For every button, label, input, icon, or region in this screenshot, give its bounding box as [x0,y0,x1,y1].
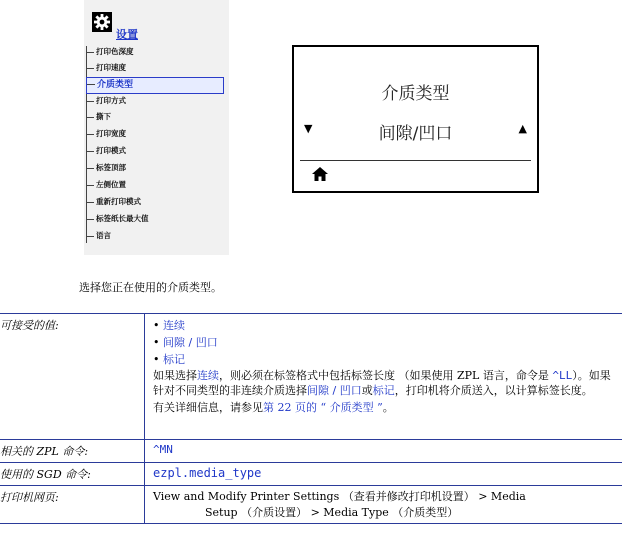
home-icon[interactable] [312,167,328,181]
tree-item[interactable]: 标签纸长最大值 [86,212,149,226]
continuous-link[interactable]: 连续 [197,369,219,382]
printer-display [292,45,539,193]
ll-command-code: ^LL [552,369,573,382]
tree-item[interactable]: 撕下 [86,110,111,124]
down-arrow-icon[interactable]: ▼ [304,122,313,135]
row-label: 使用的 SGD 命令: [0,463,145,486]
row-value [145,440,622,463]
more-info-line: 有关详细信息，请参见第 22 页的 “ 介质类型 ”。 [153,401,394,414]
row-label: 可接受的值: [0,314,145,440]
row-value [145,314,622,440]
settings-detail-table [0,313,622,524]
option-link-gap-notch[interactable]: 间隙 / 凹口 [163,336,218,349]
display-title: 介质类型 [381,84,450,104]
tree-item[interactable]: 打印宽度 [86,127,126,141]
row-label: 相关的 ZPL 命令: [0,440,145,463]
values-explanation: 如果选择连续，则必须在标签格式中包括标签长度 （如果使用 ZPL 语言，命令是 ^LL）。如果针对不同类型的非连续介质选择间隙 / 凹口或标记，打印机将介质送入，以计算标签长度。 [153,369,611,397]
table-row [0,486,622,524]
display-value: 间隙/凹口 [378,124,453,144]
table-row [0,463,622,486]
tree-item[interactable]: 打印色深度 [86,45,134,59]
settings-menu-tree [84,0,229,255]
option-link-mark[interactable]: 标记 [163,353,185,366]
display-divider [300,160,531,161]
option-link-continuous[interactable]: 连续 [163,319,185,332]
sgd-command: ezpl.media_type [153,466,262,480]
row-value [145,463,622,486]
row-value [145,486,622,524]
tree-item[interactable]: 语言 [86,229,111,243]
tree-item[interactable]: 重新打印模式 [86,195,141,209]
tree-item[interactable]: 打印模式 [86,144,126,158]
tree-item[interactable]: 介质类型 [86,77,224,94]
table-row [0,440,622,463]
section-description: 选择您正在使用的介质类型。 [79,281,222,294]
tree-item[interactable]: 打印速度 [86,61,126,75]
gap-notch-link[interactable]: 间隙 / 凹口 [307,384,362,397]
web-page-path-line2: Setup （介质设置） > Media Type （介质类型） [205,506,459,519]
zpl-command: ^MN [153,443,173,456]
mark-link[interactable]: 标记 [372,384,395,397]
tree-item[interactable]: 标签顶部 [86,161,126,175]
up-arrow-icon[interactable]: ▲ [518,122,527,135]
tree-item[interactable]: 打印方式 [86,94,126,108]
gear-icon [92,12,112,32]
settings-title-link[interactable]: 设置 [116,28,138,41]
page-reference-link[interactable]: 第 22 页的 “ 介质类型 ” [263,401,383,414]
tree-item[interactable]: 左侧位置 [86,178,126,192]
table-row [0,314,622,440]
row-label: 打印机网页: [0,486,145,524]
web-page-path-line1: View and Modify Printer Settings （查看并修改打印机设置） > Media [153,490,526,503]
